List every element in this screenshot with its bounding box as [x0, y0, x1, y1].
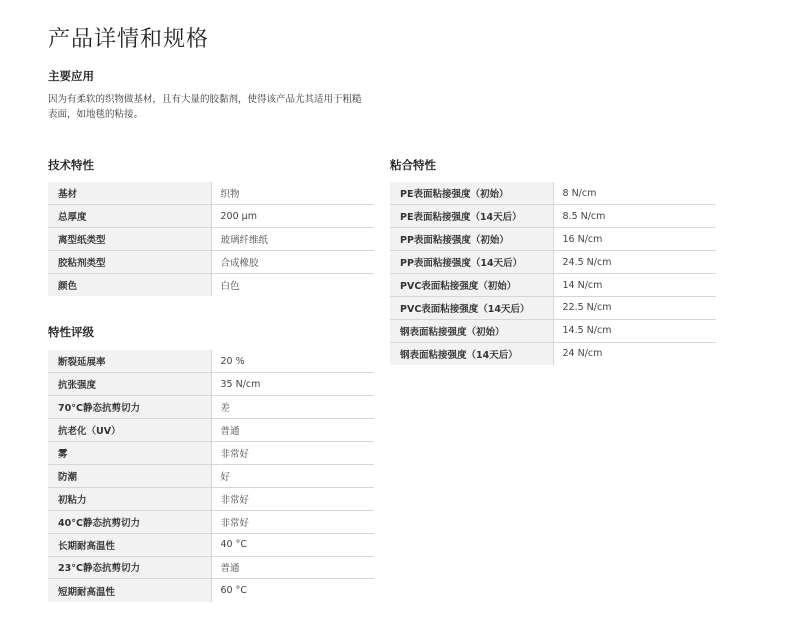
table-row	[390, 274, 716, 297]
adhesion-title: 粘合特性	[390, 158, 436, 172]
rating-table	[48, 350, 374, 602]
spec-value: 白色	[220, 281, 240, 293]
rating-value: 非常好	[211, 510, 374, 533]
rating-label: 40°C静态抗剪切力	[48, 510, 211, 533]
main-use-title: 主要应用	[48, 69, 94, 83]
table-row	[48, 510, 374, 533]
adhesion-label: 钢表面粘接强度（14天后）	[390, 342, 553, 365]
table-row	[390, 342, 716, 365]
rating-value: 60 °C	[220, 585, 247, 597]
table-row	[390, 251, 716, 274]
adhesion-value: 8 N/cm	[553, 182, 716, 205]
rating-label: 70°C静态抗剪切力	[48, 396, 211, 419]
rating-label: 初粘力	[48, 487, 211, 510]
rating-value: 差	[211, 396, 374, 419]
tech-specs-title: 技术特性	[48, 158, 94, 172]
table-row	[48, 419, 374, 442]
table-row	[390, 205, 716, 228]
table-row	[48, 373, 374, 396]
table-row	[48, 274, 374, 297]
page-title: 产品详情和规格	[48, 27, 210, 52]
rating-label: 短期耐高温性	[48, 579, 211, 602]
spec-label: 离型纸类型	[48, 228, 211, 251]
rating-value: 普通	[211, 419, 374, 442]
spec-label: 总厚度	[48, 205, 211, 228]
spec-value: 织物	[211, 182, 374, 205]
spec-value: 合成橡胶	[211, 251, 374, 274]
table-row	[48, 533, 374, 556]
spec-label: 颜色	[48, 274, 211, 297]
adhesion-label: PP表面粘接强度（14天后）	[390, 251, 553, 274]
table-row	[48, 350, 374, 373]
rating-value: 40 °C	[211, 533, 374, 556]
rating-label: 雾	[48, 442, 211, 465]
adhesion-value: 14.5 N/cm	[553, 319, 716, 342]
adhesion-label: PE表面粘接强度（14天后）	[390, 205, 553, 228]
adhesion-label: PE表面粘接强度（初始）	[390, 182, 553, 205]
adhesion-value: 14 N/cm	[553, 274, 716, 297]
adhesion-label: PP表面粘接强度（初始）	[390, 228, 553, 251]
rating-label: 23°C静态抗剪切力	[48, 556, 211, 579]
rating-value: 好	[211, 464, 374, 487]
rating-label: 防潮	[48, 464, 211, 487]
table-row	[390, 228, 716, 251]
tech-specs-table	[48, 182, 374, 296]
table-row	[48, 182, 374, 205]
adhesion-value: 22.5 N/cm	[553, 296, 716, 319]
spec-value: 玻璃纤维纸	[211, 228, 374, 251]
adhesion-value: 24 N/cm	[562, 348, 603, 360]
rating-value: 非常好	[211, 487, 374, 510]
table-row	[48, 487, 374, 510]
rating-value: 20 %	[211, 350, 374, 373]
adhesion-value: 8.5 N/cm	[553, 205, 716, 228]
rating-label: 抗张强度	[48, 373, 211, 396]
table-row	[390, 319, 716, 342]
spec-label: 基材	[48, 182, 211, 205]
adhesion-label: PVC表面粘接强度（初始）	[390, 274, 553, 297]
table-row	[48, 442, 374, 465]
adhesion-value: 16 N/cm	[553, 228, 716, 251]
table-row	[48, 205, 374, 228]
table-row	[48, 556, 374, 579]
adhesion-table	[390, 182, 716, 365]
table-row	[48, 228, 374, 251]
table-row	[48, 579, 374, 602]
adhesion-label: 钢表面粘接强度（初始）	[390, 319, 553, 342]
rating-label: 断裂延展率	[48, 350, 211, 373]
spec-label: 胶粘剂类型	[48, 251, 211, 274]
rating-title: 特性评级	[48, 325, 94, 339]
spec-value: 200 µm	[211, 205, 374, 228]
rating-value: 普通	[211, 556, 374, 579]
table-row	[48, 464, 374, 487]
rating-label: 长期耐高温性	[48, 533, 211, 556]
adhesion-label: PVC表面粘接强度（14天后）	[390, 296, 553, 319]
main-use-description: 因为有柔软的织物做基材，且有大量的胶黏剂，使得该产品尤其适用于粗糙表面，如地毯的粘接。	[48, 94, 362, 120]
rating-label: 抗老化（UV）	[48, 419, 211, 442]
rating-value: 非常好	[211, 442, 374, 465]
table-row	[390, 182, 716, 205]
table-row	[48, 396, 374, 419]
adhesion-value: 24.5 N/cm	[553, 251, 716, 274]
table-row	[390, 296, 716, 319]
table-row	[48, 251, 374, 274]
rating-value: 35 N/cm	[211, 373, 374, 396]
